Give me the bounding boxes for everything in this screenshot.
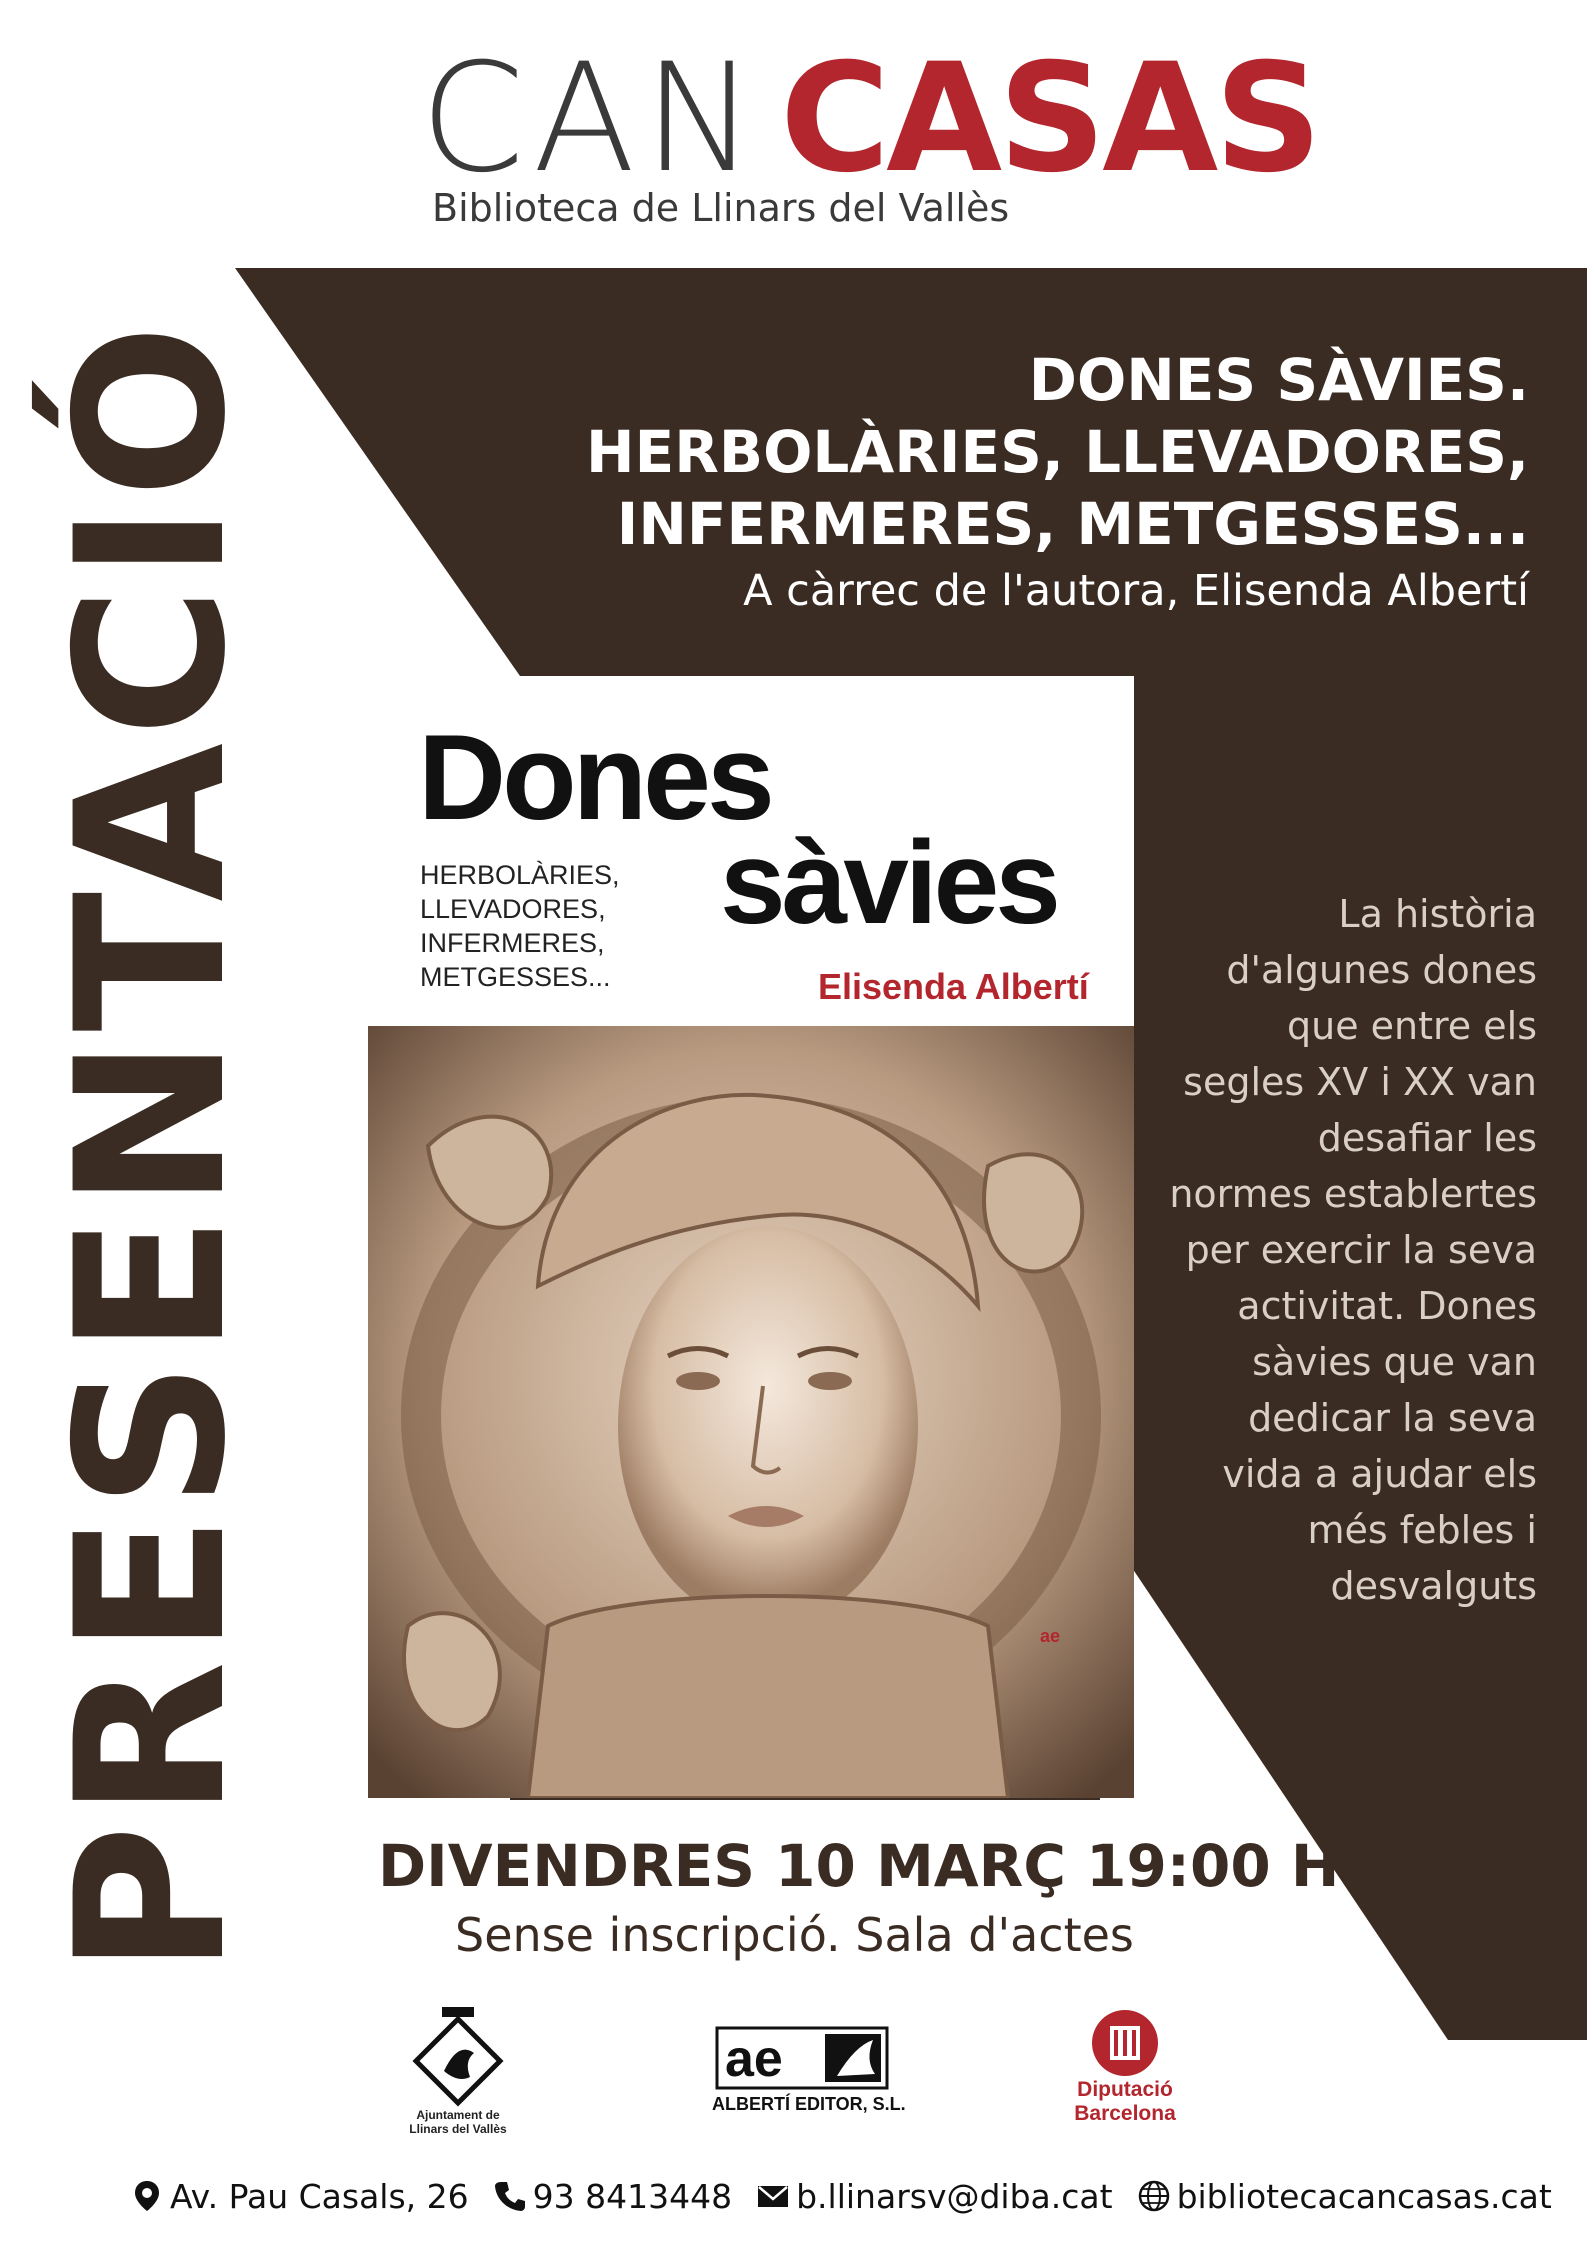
description-line: més febles i	[1307, 1508, 1537, 1552]
book-cover-subtitle-3: INFERMERES,	[420, 928, 605, 958]
heading-line-1: DONES SÀVIES.	[1028, 346, 1529, 414]
address-item	[130, 2177, 469, 2216]
diputacio-seal-icon	[1090, 2008, 1160, 2078]
vertical-title: PRESENTACIÓ	[33, 318, 271, 1975]
ajuntament-name: Ajuntament de Llinars del Vallès	[409, 2108, 507, 2137]
alberti-logo-mark: ae	[725, 2030, 783, 2088]
description-line: que entre els	[1286, 1004, 1537, 1048]
envelope-icon	[756, 2179, 790, 2213]
event-date: DIVENDRES 10 MARÇ 19:00 H	[378, 1832, 1340, 1900]
description-line: segles XV i XX van	[1183, 1060, 1537, 1104]
heading-line-2: HERBOLÀRIES, LLEVADORES,	[586, 418, 1529, 486]
library-name: Biblioteca de Llinars del Vallès	[432, 186, 1010, 230]
website-link[interactable]: bibliotecacancasas.cat	[1176, 2176, 1552, 2216]
description-line: normes establertes	[1169, 1172, 1537, 1216]
book-cover-author: Elisenda Albertí	[818, 966, 1089, 1007]
phone-text[interactable]: 93 8413448	[532, 2176, 733, 2216]
location-pin-icon	[130, 2179, 164, 2213]
heading-subtitle: A càrrec de l'autora, Elisenda Albertí	[743, 566, 1529, 616]
diputacio-name-line-2: Barcelona	[1074, 2102, 1176, 2126]
contact-footer	[130, 2172, 1566, 2220]
diputacio-name-line-1: Diputació	[1077, 2078, 1173, 2101]
book-cover-subtitle-2: LLEVADORES,	[420, 894, 606, 924]
email-link[interactable]: b.llinarsv@diba.cat	[796, 2176, 1113, 2216]
event-place: Sense inscripció. Sala d'actes	[455, 1908, 1134, 1962]
email-item[interactable]	[756, 2177, 1112, 2216]
description-line: vida a ajudar els	[1222, 1452, 1537, 1496]
address-text: Av. Pau Casals, 26	[170, 2176, 469, 2216]
book-cover-title-line-1: Dones	[418, 709, 771, 845]
website-item[interactable]	[1137, 2177, 1552, 2216]
alberti-editor-name: ALBERTÍ EDITOR, S.L.	[712, 2094, 906, 2114]
book-cover-subtitle-1: HERBOLÀRIES,	[420, 860, 620, 890]
description-line: dedicar la seva	[1248, 1396, 1537, 1440]
description-line: desvalguts	[1330, 1564, 1537, 1608]
description-line: per exercir la seva	[1185, 1228, 1537, 1272]
description-line: d'algunes dones	[1226, 948, 1537, 992]
alberti-editor-logo	[715, 2026, 889, 2090]
diputacio-name	[1065, 2078, 1185, 2126]
description-line: sàvies que van	[1252, 1340, 1537, 1384]
book-cover-publisher-logo: ae	[1039, 1626, 1061, 1646]
book-cover-title-line-2: sàvies	[720, 817, 1057, 949]
logo-casas-text: CASAS	[780, 32, 1319, 206]
phone-item[interactable]	[493, 2177, 732, 2216]
book-cover	[368, 676, 1134, 1798]
description-line: desafiar les	[1317, 1116, 1537, 1160]
phone-icon	[493, 2179, 527, 2213]
globe-icon	[1137, 2179, 1171, 2213]
book-cover-subtitle-4: METGESSES...	[420, 962, 611, 992]
logo-can-text: CAN	[420, 32, 764, 206]
description-line: activitat. Dones	[1237, 1284, 1537, 1328]
sculpture-image	[368, 1026, 1134, 1798]
heading-line-3: INFERMERES, METGESSES...	[616, 490, 1529, 558]
description-line: La història	[1338, 892, 1537, 936]
